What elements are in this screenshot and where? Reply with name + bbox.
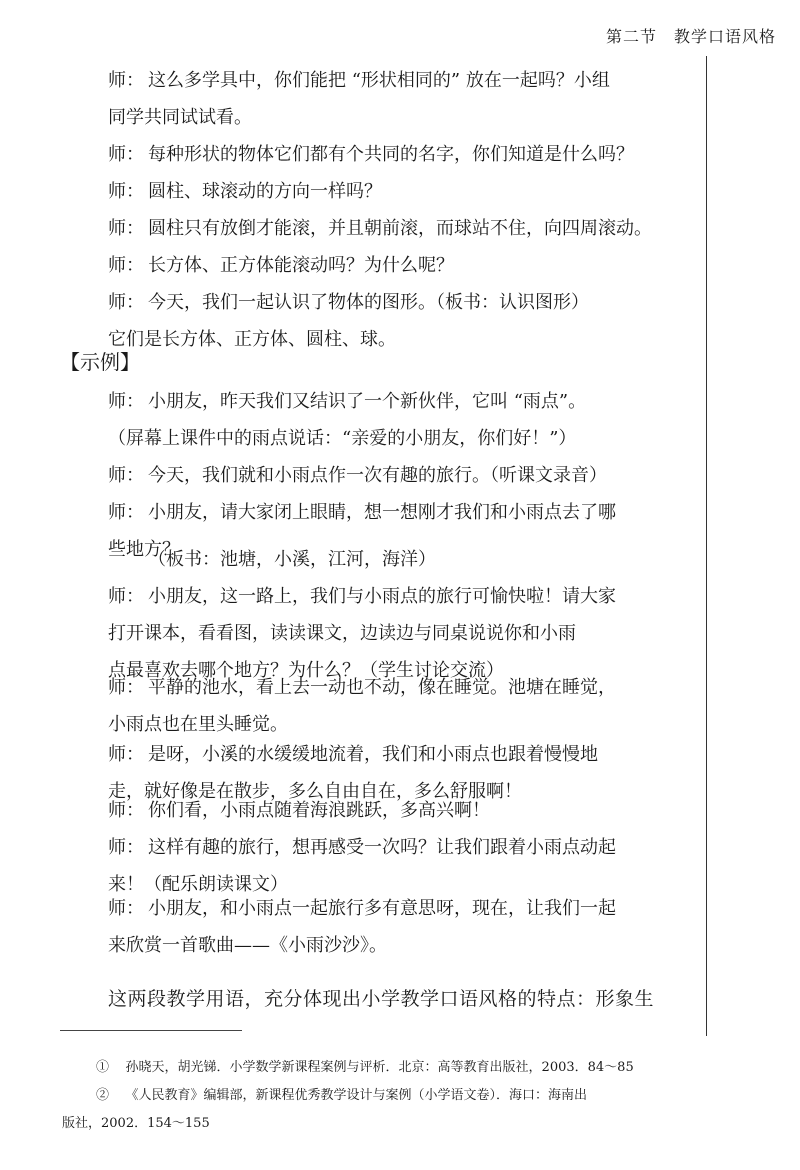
footnote-mark: ② xyxy=(96,1088,110,1103)
speaker-label: 师： xyxy=(108,292,144,313)
dialogue-line: 师： 这么多学具中，你们能把 “形状相同的” 放在一起吗？小组 同学共同试试看。 xyxy=(108,62,738,136)
dialogue-line: 师： 小朋友，昨天我们又结识了一个新伙伴，它叫 “雨点”。 （屏幕上课件中的雨点说话：“亲爱的小朋友，你们好！”） xyxy=(108,383,738,457)
footnote-2 xyxy=(96,1084,587,1103)
footnote-divider xyxy=(60,1030,242,1031)
speaker-label: 师： xyxy=(108,465,144,486)
dialogue-line: 师： 长方体、正方体能滚动吗？为什么呢？ xyxy=(108,247,738,284)
dialogue-line: 师： 圆柱、球滚动的方向一样吗？ xyxy=(108,173,738,210)
speaker-label: 师： xyxy=(108,898,144,919)
summary-paragraph: 这两段教学用语，充分体现出小学教学口语风格的特点：形象生 xyxy=(108,988,655,1010)
speaker-label: 师： xyxy=(108,677,144,698)
dialogue-line: 师： 今天，我们就和小雨点作一次有趣的旅行。（听课文录音） xyxy=(108,457,738,494)
footnote-1 xyxy=(96,1056,634,1075)
speaker-label: 师： xyxy=(108,837,144,858)
speaker-label: 师： xyxy=(108,391,144,412)
footnote-text: 孙晓天，胡光锑．小学数学新课程案例与评析．北京：高等教育出版社，2003．84～85 xyxy=(125,1060,634,1075)
speaker-label: 师： xyxy=(108,181,144,202)
footnote-2-continuation: 版社，2002．154～155 xyxy=(62,1116,210,1131)
footnote-text: 《人民教育》编辑部，新课程优秀教学设计与案例（小学语文卷）．海口：海南出 xyxy=(125,1088,588,1103)
dialogue-line: 师： 小朋友，请大家闭上眼睛，想一想刚才我们和小雨点去了哪 些地方？ xyxy=(108,494,738,568)
footnote-mark: ① xyxy=(96,1060,110,1075)
speaker-label: 师： xyxy=(108,144,144,165)
example-heading: 【示例】 xyxy=(60,350,140,374)
speaker-label: 师： xyxy=(108,502,144,523)
dialogue-line: 师： 这样有趣的旅行，想再感受一次吗？让我们跟着小雨点动起 来！（配乐朗读课文） xyxy=(108,829,738,903)
dialogue-line: 师： 小朋友，和小雨点一起旅行多有意思呀，现在，让我们一起 来欣赏一首歌曲——《小雨沙沙》。 xyxy=(108,890,738,964)
dialogue-line: 师： 你们看，小雨点随着海浪跳跃，多高兴啊！ xyxy=(108,792,738,829)
board-note: （板书：池塘，小溪，江河，海洋） xyxy=(148,549,436,570)
dialogue-line: 师： 是呀，小溪的水缓缓地流着，我们和小雨点也跟着慢慢地 走，就好像是在散步，多么自由自在，多么舒服啊！ xyxy=(108,736,738,810)
dialogue-line: 师： 今天，我们一起认识了物体的图形。（板书：认识图形） 它们是长方体、正方体、圆柱、球。 xyxy=(108,284,738,358)
speaker-label: 师： xyxy=(108,800,144,821)
dialogue-line: 师： 每种形状的物体它们都有个共同的名字，你们知道是什么吗？ xyxy=(108,136,738,173)
speaker-label: 师： xyxy=(108,586,144,607)
speaker-label: 师： xyxy=(108,255,144,276)
dialogue-line: 师： 小朋友，这一路上，我们与小雨点的旅行可愉快啦！请大家 打开课本，看看图，读读课文，边读边与同桌说说你和小雨 点最喜欢去哪个地方？为什么？（学生讨论交流） xyxy=(108,578,738,689)
dialogue-line: 师： 平静的池水，看上去一动也不动，像在睡觉。池塘在睡觉， 小雨点也在里头睡觉。 xyxy=(108,669,738,743)
speaker-label: 师： xyxy=(108,218,144,239)
speaker-label: 师： xyxy=(108,70,144,91)
dialogue-line: 师： 圆柱只有放倒才能滚，并且朝前滚，而球站不住，向四周滚动。 xyxy=(108,210,738,247)
running-head: 第二节 教学口语风格 xyxy=(605,27,776,46)
speaker-label: 师： xyxy=(108,744,144,765)
